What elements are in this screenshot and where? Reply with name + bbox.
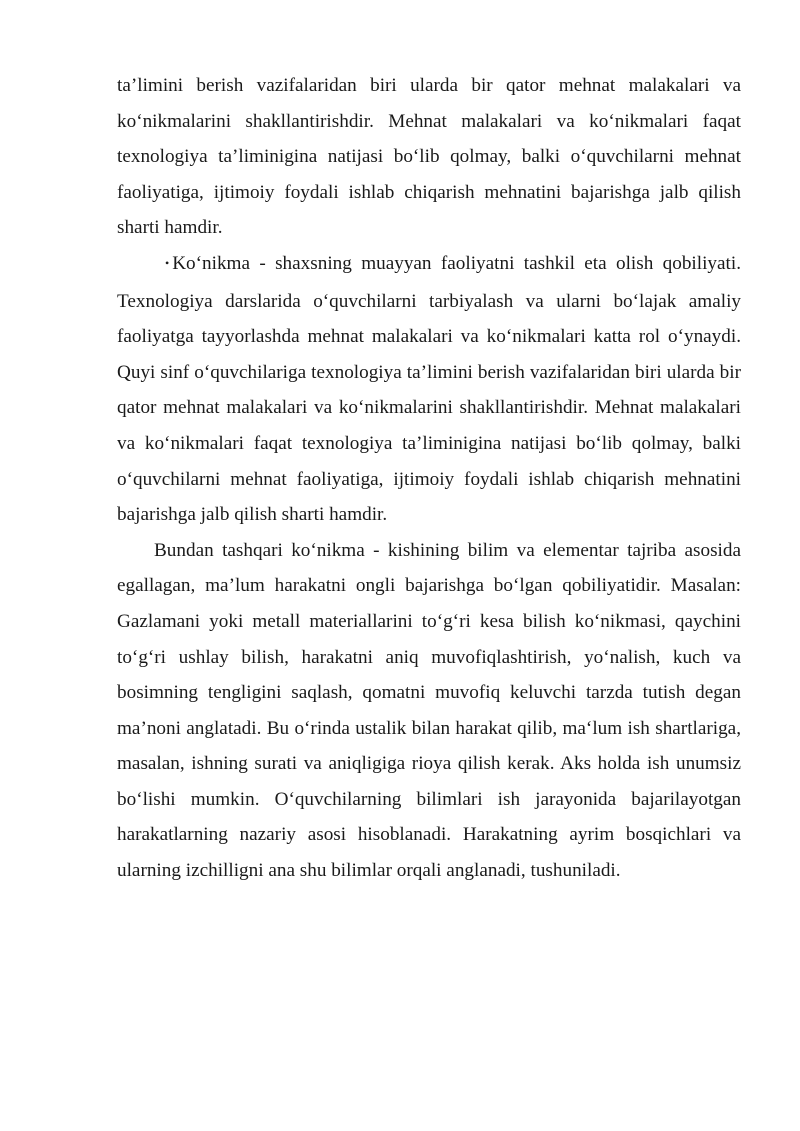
document-page [117,68,741,889]
bullet-paragraph-text: Ko‘nikma - shaxsning muayyan faoliyatni tashkil eta olish qobiliyati. Texnologiya darslarida o‘quvchilarni tarbiyalash va ularni bo‘lajak amaliy faoliyatga tayyorlashda mehnat malakalari va ko‘nikmalari katta rol o‘ynaydi. Quyi sinf o‘quvchilariga texnologiya ta’limini berish vazifalaridan biri ularda bir qator mehnat malakalari va ko‘nikmalarini shakllantirishdir. Mehnat malakalari va ko‘nikmalari faqat texnologiya ta’liminigina natijasi bo‘lib qolmay, balki o‘quvchilarni mehnat faoliyatiga, ijtimoiy foydali ishlab chiqarish mehnatini bajarishga jalb qilish sharti hamdir. [117,252,741,526]
paragraph-continuation: ta’limini berish vazifalaridan biri ularda bir qator mehnat malakalari va ko‘nikmalarini shakllantirishdir. Mehnat malakalari va ko‘nikmalari faqat texnologiya ta’liminigina natijasi bo‘lib qolmay, balki o‘quvchilarni mehnat faoliyatiga, ijtimoiy foydali ishlab chiqarish mehnatini bajarishga jalb qilish sharti hamdir. [117,75,741,239]
paragraph-bullet [117,246,741,533]
paragraph-indented: Bundan tashqari ko‘nikma - kishining bilim va elementar tajriba asosida egallagan, ma’lum harakatni ongli bajarishga bo‘lgan qobiliyatidir. Masalan: Gazlamani yoki metall materiallarini to‘g‘ri kesa bilish ko‘nikmasi, qaychini to‘g‘ri ushlay bilish, harakatni aniq muvofiqlashtirish, yo‘nalish, kuch va bosimning tengligini saqlash, qomatni muvofiq keluvchi tarzda tutish degan ma’noni anglatadi. Bu o‘rinda ustalik bilan harakat qilib, ma‘lum ish shartlariga, masalan, ishning surati va aniqligiga rioya qilish kerak. Aks holda ish unumsiz bo‘lishi mumkin. O‘quvchilarning bilimlari ish jarayonida bajarilayotgan harakatlarning nazariy asosi hisoblanadi. Harakatning ayrim bosqichlari va ularning izchilligni ana shu bilimlar orqali anglanadi, tushuniladi. [117,539,741,882]
bullet-icon: • [165,255,170,270]
